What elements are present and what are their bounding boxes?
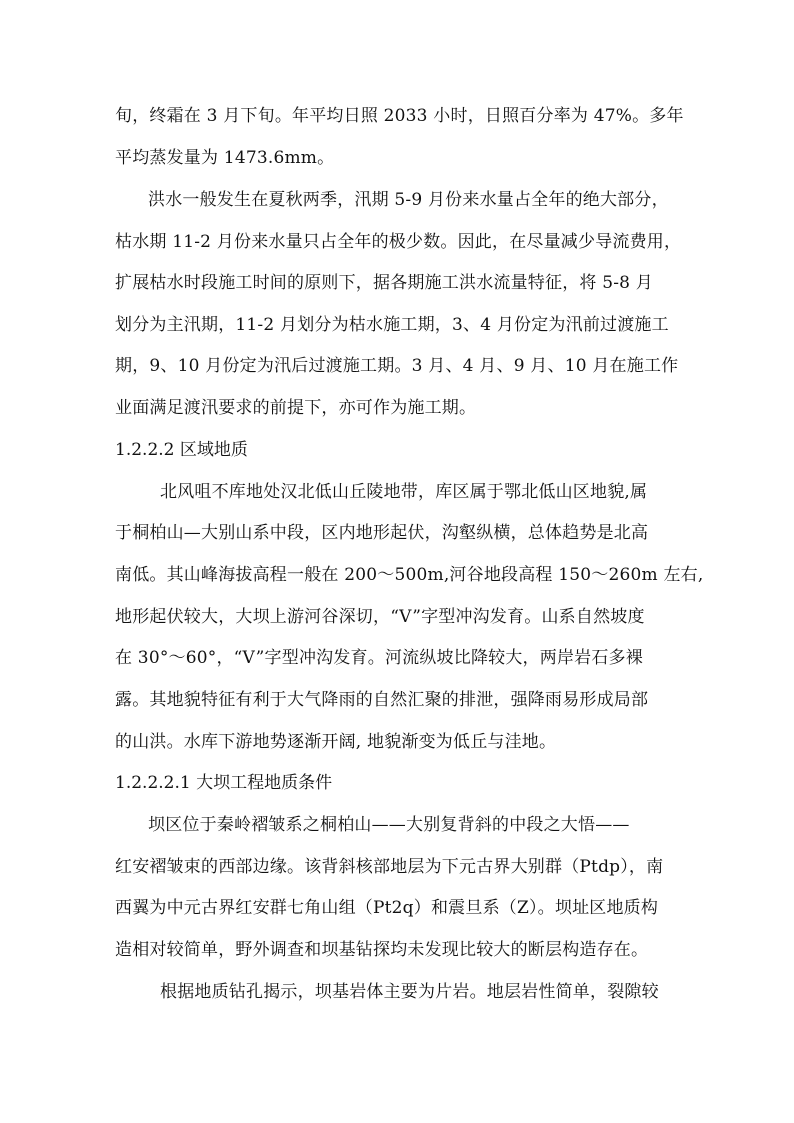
paragraph-line: 北风咀不库地处汉北低山丘陵地带，库区属于鄂北低山区地貌,属	[160, 482, 648, 502]
paragraph-line: 造相对较简单，野外调查和坝基钻探均未发现比较大的断层构造存在。	[115, 940, 649, 960]
paragraph-line: 西翼为中元古界红安群七角山组（Pt2q）和震旦系（Z）。坝址区地质构	[115, 898, 659, 918]
paragraph-line: 露。其地貌特征有利于大气降雨的自然汇聚的排泄，强降雨易形成局部	[115, 690, 649, 710]
paragraph-line: 在 30°～60°，“V”字型冲沟发育。河流纵坡比降较大，两岸岩石多裸	[115, 648, 643, 668]
paragraph-line: 根据地质钻孔揭示，坝基岩体主要为片岩。地层岩性简单，裂隙较	[160, 982, 659, 1002]
paragraph-line: 地形起伏较大，大坝上游河谷深切，“V”字型冲沟发育。山系自然坡度	[115, 607, 645, 627]
paragraph-line: 洪水一般发生在夏秋两季，汛期 5-9 月份来水量占全年的绝大部分，	[148, 190, 669, 210]
paragraph-line: 于桐柏山—大别山系中段，区内地形起伏，沟壑纵横，总体趋势是北高	[115, 523, 649, 543]
paragraph-line: 红安褶皱束的西部边缘。该背斜核部地层为下元古界大别群（Ptdp），南	[115, 857, 664, 877]
paragraph-line: 旬，终霜在 3 月下旬。年平均日照 2033 小时，日照百分率为 47%。多年	[115, 106, 684, 126]
paragraph-line: 南低。其山峰海拔高程一般在 200～500m,河谷地段高程 150～260m 左右,	[115, 565, 704, 585]
paragraph-line: 划分为主汛期，11-2 月划分为枯水施工期，3、4 月份定为汛前过渡施工	[115, 315, 669, 335]
subsection-heading: 1.2.2.2.1 大坝工程地质条件	[115, 773, 333, 793]
paragraph-line: 期，9、10 月份定为汛后过渡施工期。3 月、4 月、9 月、10 月在施工作	[115, 356, 679, 376]
paragraph-line: 扩展枯水时段施工时间的原则下，据各期施工洪水流量特征，将 5-8 月	[115, 273, 653, 293]
paragraph-line: 业面满足渡汛要求的前提下，亦可作为施工期。	[115, 398, 477, 418]
paragraph-line: 的山洪。水库下游地势逐渐开阔, 地貌渐变为低丘与洼地。	[115, 732, 557, 752]
paragraph-line: 枯水期 11-2 月份来水量只占全年的极少数。因此，在尽量减少导流费用，	[115, 232, 682, 252]
paragraph-line: 平均蒸发量为 1473.6mm。	[115, 148, 335, 168]
section-heading: 1.2.2.2 区域地质	[115, 440, 248, 460]
paragraph-line: 坝区位于秦岭褶皱系之桐柏山——大别复背斜的中段之大悟——	[148, 815, 630, 835]
